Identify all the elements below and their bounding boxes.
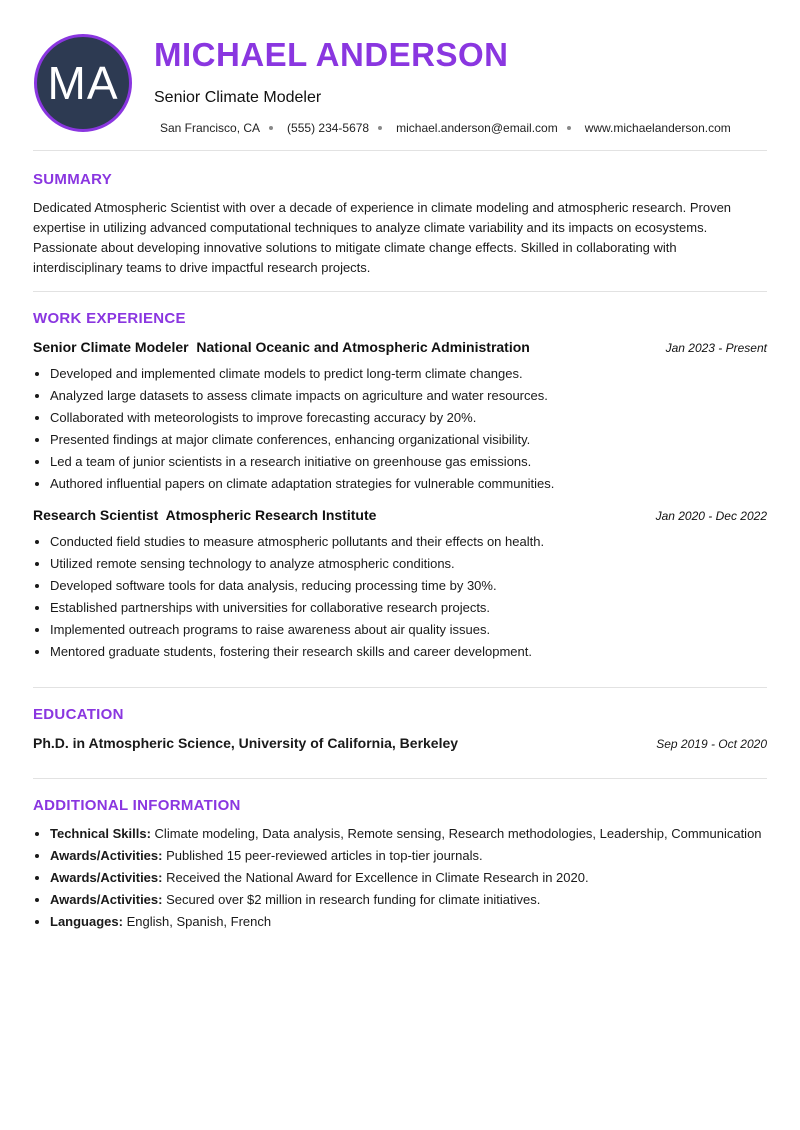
summary-section xyxy=(33,151,767,291)
education-entry xyxy=(33,735,767,751)
info-text: Published 15 peer-reviewed articles in top-tier journals. xyxy=(166,848,483,863)
education-section xyxy=(33,688,767,778)
job-header xyxy=(33,339,767,355)
info-label: Awards/Activities: xyxy=(50,848,163,863)
list-item: • Developed software tools for data analysis, reducing processing time by 30%. xyxy=(50,575,767,597)
job-bullets xyxy=(33,531,767,663)
info-text: Secured over $2 million in research funding for climate initiatives. xyxy=(166,892,541,907)
list-item xyxy=(50,890,767,909)
info-text: English, Spanish, French xyxy=(126,914,272,929)
job-dates: Jan 2023 - Present xyxy=(665,341,767,355)
list-item: • Led a team of junior scientists in a research initiative on greenhouse gas emissions. xyxy=(50,451,767,473)
list-item: • Implemented outreach programs to raise awareness about air quality issues. xyxy=(50,619,767,641)
list-item xyxy=(50,824,767,843)
job-position: Senior Climate Modeler xyxy=(33,339,189,355)
job-header xyxy=(33,507,767,523)
list-item xyxy=(50,868,767,887)
section-title-summary: SUMMARY xyxy=(33,171,113,188)
job-entry xyxy=(33,339,767,495)
job-company: National Oceanic and Atmospheric Administration xyxy=(196,339,530,355)
job-entry xyxy=(33,507,767,663)
education-dates: Sep 2019 - Oct 2020 xyxy=(656,737,767,751)
list-item: • Collaborated with meteorologists to improve forecasting accuracy by 20%. xyxy=(50,407,767,429)
summary-text: Dedicated Atmospheric Scientist with over a decade of experience in climate modeling and atmospheric research. Proven expertise in utilizing advanced computational techniques to analyze climate variability and its impacts on ecosystems. Passionate about developing innovative solutions to mitigate climate change effects. Skilled in collaborating with interdisciplinary teams to drive impactful research projects. xyxy=(33,200,732,275)
info-text: Received the National Award for Excellence in Climate Research in 2020. xyxy=(166,870,589,885)
info-label: Awards/Activities: xyxy=(50,870,163,885)
additional-section xyxy=(33,779,767,931)
bullet-separator-icon xyxy=(378,126,382,130)
list-item: • Presented findings at major climate conferences, enhancing organizational visibility. xyxy=(50,429,767,451)
info-text: Climate modeling, Data analysis, Remote sensing, Research methodologies, Leadership, Communication xyxy=(154,826,762,841)
avatar: MA xyxy=(34,34,132,132)
bullet-separator-icon xyxy=(269,126,273,130)
list-item xyxy=(50,846,767,865)
list-item: • Utilized remote sensing technology to analyze atmospheric conditions. xyxy=(50,553,767,575)
additional-list xyxy=(33,824,767,931)
info-label: Languages: xyxy=(50,914,123,929)
list-item: • Mentored graduate students, fostering their research skills and career development. xyxy=(50,641,767,663)
info-label: Awards/Activities: xyxy=(50,892,163,907)
list-item: • Analyzed large datasets to assess climate impacts on agriculture and water resources. xyxy=(50,385,767,407)
education-degree: Ph.D. in Atmospheric Science, University of California, Berkeley xyxy=(33,735,459,751)
list-item xyxy=(50,912,767,931)
bullet-separator-icon xyxy=(567,126,571,130)
list-item: • Conducted field studies to measure atmospheric pollutants and their effects on health. xyxy=(50,531,767,553)
resume-header xyxy=(33,0,767,150)
candidate-role: Senior Climate Modeler xyxy=(154,89,322,106)
list-item: • Developed and implemented climate models to predict long-term climate changes. xyxy=(50,363,767,385)
job-bullets xyxy=(33,363,767,495)
experience-section xyxy=(33,292,767,687)
candidate-name: MICHAEL ANDERSON xyxy=(154,36,509,73)
list-item: • Established partnerships with universities for collaborative research projects. xyxy=(50,597,767,619)
info-label: Technical Skills: xyxy=(50,826,151,841)
list-item: • Authored influential papers on climate adaptation strategies for vulnerable communities. xyxy=(50,473,767,495)
job-position: Research Scientist xyxy=(33,507,159,523)
job-company: Atmospheric Research Institute xyxy=(165,507,377,523)
job-dates: Jan 2020 - Dec 2022 xyxy=(655,509,767,523)
section-title-experience: WORK EXPERIENCE xyxy=(33,310,186,327)
contact-phone: (555) 234-5678 xyxy=(287,121,370,135)
contact-line xyxy=(160,121,731,135)
contact-location: San Francisco, CA xyxy=(160,121,261,135)
contact-website[interactable]: www.michaelanderson.com xyxy=(584,121,731,135)
section-title-additional: ADDITIONAL INFORMATION xyxy=(33,797,241,814)
contact-email[interactable]: michael.anderson@email.com xyxy=(396,121,558,135)
section-title-education: EDUCATION xyxy=(33,706,124,723)
